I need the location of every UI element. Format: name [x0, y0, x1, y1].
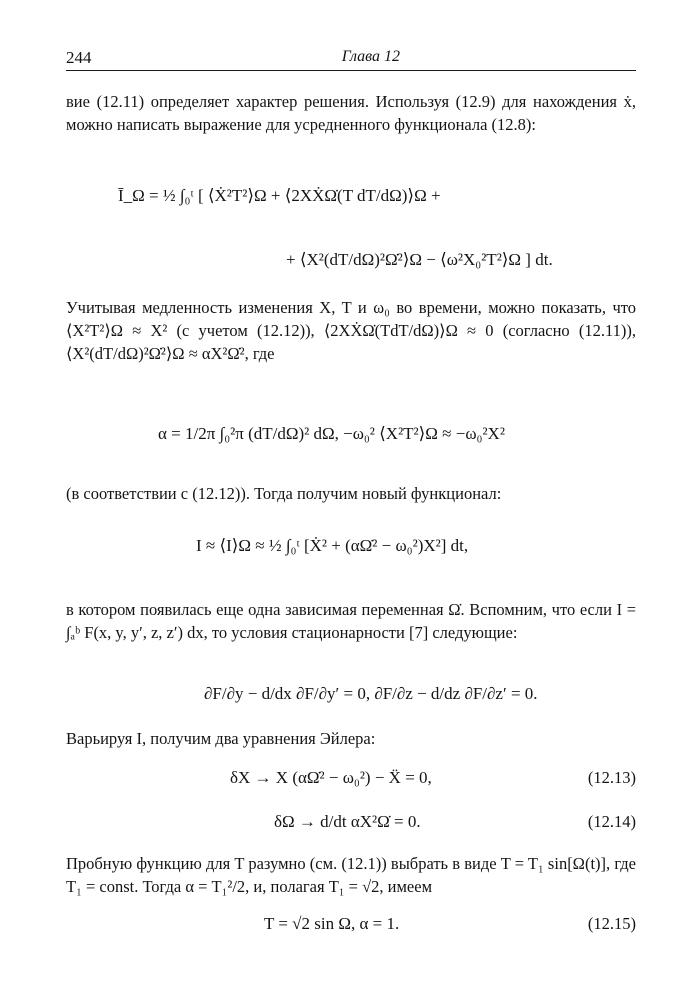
paragraph-5: Варьируя I, получим два уравнения Эйлера: [66, 729, 376, 748]
equation-functional-line2: + ⟨X²(dT/dΩ)²Ω̇²⟩Ω − ⟨ω²X₀²T²⟩Ω ] dt. [286, 250, 553, 269]
equation-new-functional: I ≈ ⟨I⟩Ω ≈ ½ ∫₀ᵗ [Ẋ² + (αΩ̇² − ω₀²)X²] dt, [196, 536, 469, 555]
paragraph-6: Пробную функцию для T разумно (см. (12.1)) выбрать в виде T = T₁ sin[Ω(t)], где T₁ = const. Тогда α = T₁²/2, и, полагая T₁ = √2, имеем [66, 854, 636, 896]
equation-functional-line1: Ī_Ω = ½ ∫₀ᵗ [ ⟨Ẋ²T²⟩Ω + ⟨2XẊΩ̇(T dT/dΩ)⟩Ω + [118, 186, 441, 205]
paragraph-3: (в соответствии с (12.12)). Тогда получим новый функционал: [66, 484, 502, 503]
page-number: 244 [66, 48, 92, 67]
equation-number-12-14: (12.14) [587, 812, 636, 831]
equation-euler-omega: δΩ → d/dt αX²Ω̇ = 0. [274, 812, 421, 831]
chapter-title: Глава 12 [341, 48, 400, 65]
paragraph-1: вие (12.11) определяет характер решения. Используя (12.9) для нахождения ẋ, можно написать выражение для усредненного функционала (12.8): [66, 92, 636, 134]
page-header [66, 48, 636, 70]
paragraph-2: Учитывая медленность изменения X, T и ω₀ во времени, можно показать, что ⟨X²T²⟩Ω ≈ X² (с учетом (12.12)), ⟨2XẊΩ̇(TdT/dΩ)⟩Ω ≈ 0 (согласно (12.11)), ⟨X²(dT/dΩ)²Ω̇²⟩Ω ≈ αX²Ω̇², где [66, 298, 636, 363]
equation-alpha-definition: α = 1/2π ∫₀²π (dT/dΩ)² dΩ, −ω₀² ⟨X²T²⟩Ω ≈ −ω₀²X² [158, 424, 505, 443]
equation-number-12-15: (12.15) [587, 914, 636, 933]
paragraph-4: в котором появилась еще одна зависимая переменная Ω̇. Вспомним, что если I = ∫ₐᵇ F(x, y, y′, z, z′) dx, то условия стационарности [7] следующие: [66, 600, 636, 642]
equation-trial-function: T = √2 sin Ω, α = 1. [264, 914, 400, 933]
equation-stationarity: ∂F/∂y − d/dx ∂F/∂y′ = 0, ∂F/∂z − d/dz ∂F/∂z′ = 0. [204, 684, 538, 703]
header-rule [66, 70, 636, 71]
equation-euler-x: δX → X (αΩ̇² − ω₀²) − Ẍ = 0, [230, 768, 432, 787]
equation-number-12-13: (12.13) [587, 768, 636, 787]
